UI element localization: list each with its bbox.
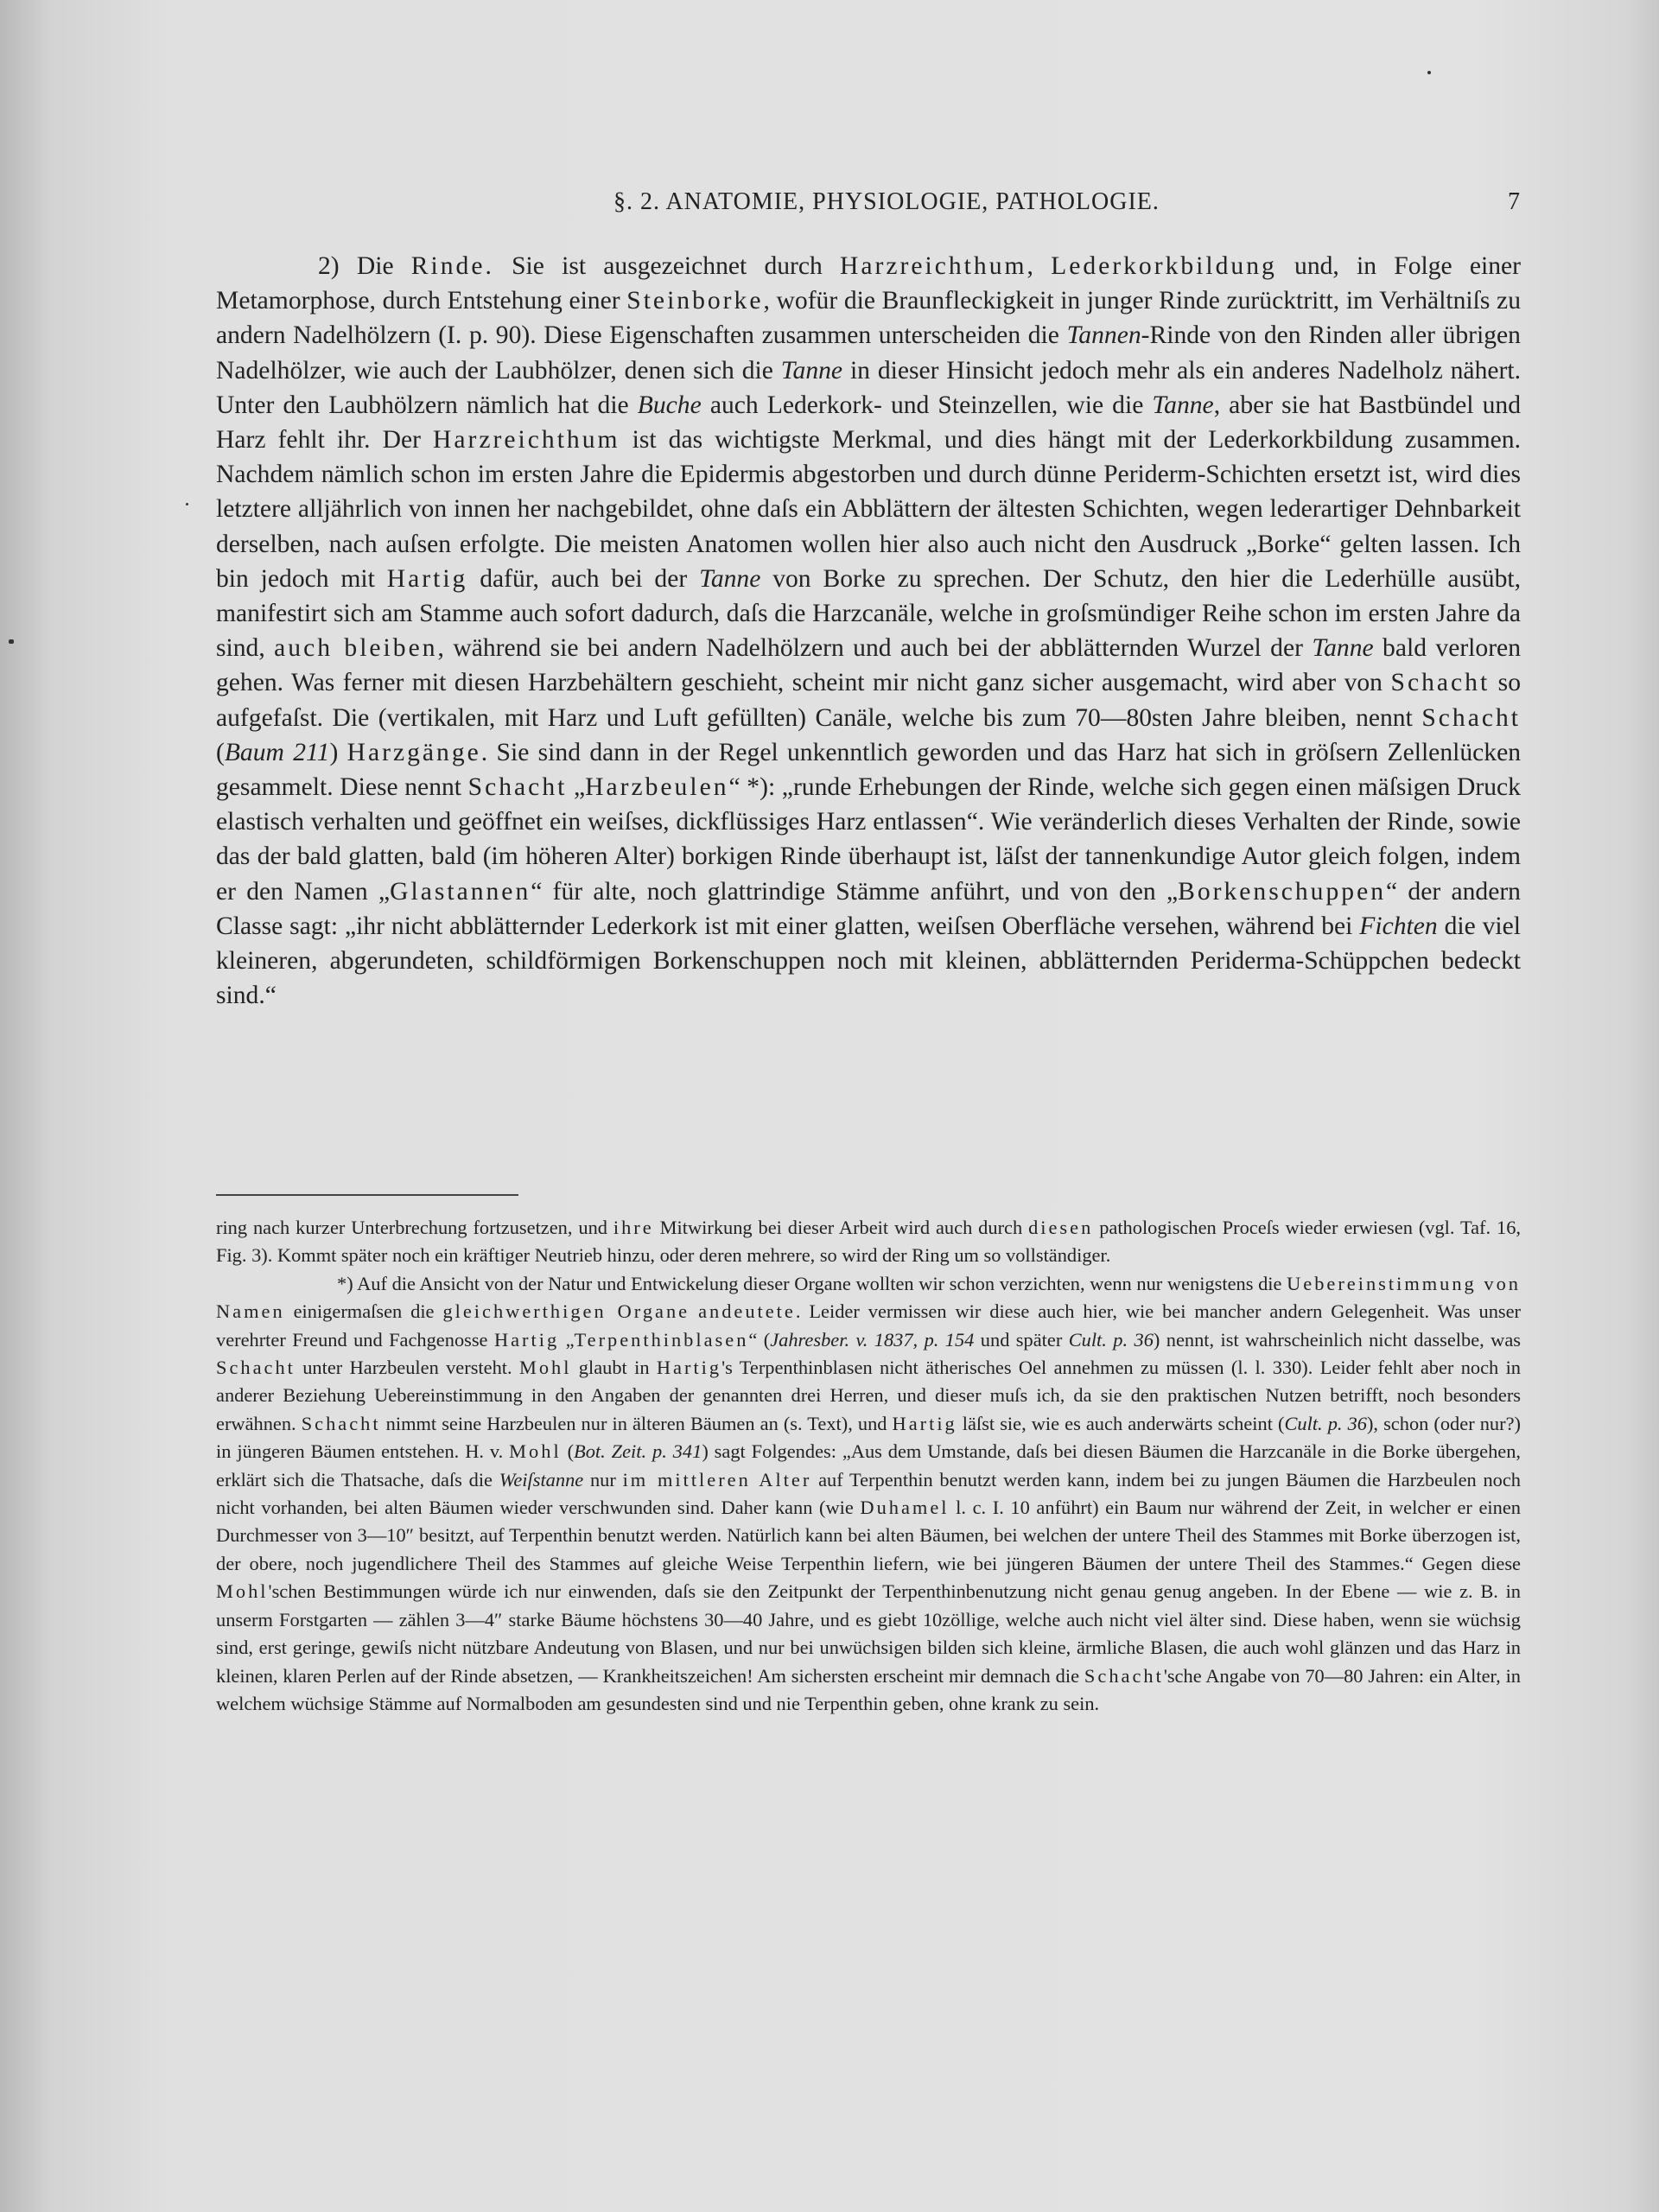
text-run: 'schen Bestimmungen würde ich nur einwenden, daſs sie den Zeitpunkt der Terpenthinbenutzung nicht genau genug angeben. In der Ebene — wie z. B. in unserm Forstgarten — zählen 3—4″ starke Bäume höchstens 30—40 Jahre, und es giebt 10zöllige, welche auch nicht viel älter sind. Diese haben, wenn sie wüchsig sind, erst geringe, gewiſs nicht nützbare Andeutung von Blasen, und nur bei unwüchsigen bilden sich kleine, ärmliche Blasen, die auch wohl glänzen und das Harz in kleinen, klaren Perlen auf der Rinde absetzen, — Krankheitszeichen! Am sichersten erscheint mir demnach die (216, 1580, 1521, 1687)
text-run: , wofür die Braunfleckigkeit in junger Rinde zurücktritt, im Verhältniſs zu andern Nadelhölzern (I. p. 90). Diese Eigenschaften zusammen unterscheiden die (216, 287, 1521, 350)
scan-speck (9, 639, 14, 644)
spaced-term: Harzgänge (346, 738, 481, 766)
text-run: die viel kleineren, abgerundeten, schildförmigen Borkenschuppen noch mit kleinen, abblätternden Periderma-Schüppchen bedeckt sind.“ (216, 912, 1522, 1010)
text-run: “ der andern Classe sagt: „ihr nicht abblätternder Lederkork ist mit einer glatten, weiſsen Oberfläche versehen, während bei (216, 877, 1521, 940)
scan-speck (186, 503, 188, 505)
text-run: ( (216, 738, 225, 766)
spaced-term: Schacht (1390, 669, 1491, 697)
spaced-term: Duhamel (860, 1497, 950, 1519)
text-run: ) (329, 738, 347, 766)
spaced-term: Schacht (301, 1412, 381, 1434)
italic-term: Cult. p. 36 (1068, 1328, 1154, 1351)
italic-term: Weiſstanne (499, 1468, 584, 1491)
text-run: nur (583, 1468, 623, 1491)
text-run: “ für alte, noch glattrindige Stämme anführt, und von den „ (531, 877, 1179, 906)
text-run: -Rinde von den Rinden aller übrigen Nadelhölzer, wie auch der Laubhölzer, denen sich die (216, 321, 1521, 385)
spaced-term: Hartig (493, 1328, 560, 1351)
running-header (216, 188, 1521, 219)
spaced-term: Hartig (386, 564, 468, 593)
text-run: “ *): „runde Erhebungen der Rinde, welche sich gegen einen mäſsigen Druck elastisch verhalten und geöffnet ein weiſses, dickflüssiges Harz entlassen“. Wie veränderlich dieses Verhalten der Rinde, sowie das der bald glatten, bald (im höheren Alter) borkigen Rinde überhaupt ist, läſst der tannenkundige Autor gleich folgen, indem er den Namen „ (216, 773, 1521, 906)
text-run: 2) Die (318, 252, 411, 280)
text-run: ), schon (oder nur?) in jüngeren Bäumen entstehen. H. v. (216, 1412, 1521, 1463)
spaced-term: Schacht (467, 773, 568, 802)
text-run: ) nennt, ist wahrscheinlich nicht dasselbe, was (1153, 1328, 1521, 1351)
spaced-term: Mohl (518, 1357, 572, 1379)
italic-term: Tanne (699, 564, 761, 593)
text-run: Sie ist ausgezeichnet durch (493, 252, 841, 280)
footnote-continued (216, 1214, 1521, 1270)
text-run: bald verloren gehen. Was ferner mit diesen Harzbehältern geschieht, scheint mir nicht ganz sicher ausgemacht, wird aber von (216, 634, 1521, 697)
scan-speck (1427, 71, 1431, 74)
text-run: in dieser Hinsicht jedoch mehr als ein anderes Nadelholz nähert. Unter den Laubhölzern nämlich hat die (216, 356, 1521, 419)
spaced-term: Hartig (892, 1412, 957, 1434)
italic-term: Cult. p. 36 (1284, 1412, 1367, 1434)
spaced-term: Borkenschuppen (1178, 877, 1387, 906)
text-run: . Leider vermissen wir diese auch hier, wie bei mancher andern Gelegenheit. Was unser verehrter Freund und Fachgenosse (216, 1300, 1522, 1351)
text-run (690, 1300, 698, 1322)
text-run: ) sagt Folgendes: „Aus dem Umstande, daſs bei diesen Bäumen die Harzcanäle in die Borke übergehen, erklärt sich die Thatsache, daſs die (216, 1440, 1522, 1491)
page-number: 7 (1508, 188, 1521, 215)
spaced-term: Hartig (656, 1357, 722, 1379)
spaced-term: Steinborke (626, 287, 764, 315)
footnote-star (216, 1270, 1521, 1719)
spaced-term: Schacht (1084, 1664, 1164, 1687)
text-run: , aber sie hat Bastbündel und Harz fehlt ihr. Der (216, 391, 1522, 454)
text-run: pathologischen Proceſs wieder erwiesen (vgl. Taf. 16, Fig. 3). Kommt später noch ein kräftiger Neutrieb hinzu, oder deren mehrere, so wird der Ring um so vollständiger. (216, 1217, 1521, 1267)
spaced-term: Uebereinstimmung von Namen (216, 1272, 1521, 1323)
spaced-term: ihre (613, 1217, 654, 1238)
text-run: glaubt in (571, 1357, 657, 1379)
text-run: ist das wichtigste Merkmal, und dies hängt mit der Lederkorkbildung zusammen. Nachdem nämlich schon im ersten Jahre die Epidermis abgestorben und durch dünne Periderm-Schichten ersetzt ist, wird dies letztere alljährlich von innen her nachgebildet, ohne daſs ein Abblättern der ältesten Schichten, wegen lederartiger Dehnbarkeit derselben, nach auſsen erfolgte. Die meisten Anatomen wollen hier also auch nicht den Ausdruck „Borke“ gelten lassen. Ich bin jedoch mit (216, 426, 1521, 593)
spaced-term: Mohl (216, 1580, 269, 1603)
spaced-term: andeutete (698, 1300, 796, 1323)
text-run: ring nach kurzer Unterbrechung fortzusetzen, und (216, 1217, 613, 1238)
spaced-term: Mohl (509, 1440, 562, 1463)
text-run: und, in Folge einer Metamorphose, durch Entstehung einer (216, 252, 1521, 315)
footnote-rule (216, 1194, 518, 1196)
text-run: 's Terpenthinblasen nicht ätherisches Oel annehmen zu müssen (l. l. 330). Leider fehlt aber noch in anderer Beziehung Uebereinstimmung in den Angaben der genannten drei Herren, und dieser muſs ich, da sie den praktischen Nutzen betrifft, noch besonders erwähnen. (216, 1357, 1521, 1434)
text-run: „ (559, 1328, 575, 1351)
text-run: , während sie bei andern Nadelhölzern und auch bei der abblätternden Wurzel der (437, 634, 1313, 663)
text-run: 'sche Angabe von 70—80 Jahren: ein Alter, in welchem wüchsige Stämme auf Normalboden am gesundesten sind und nie Terpenthin geben, ohne krank zu sein. (216, 1664, 1521, 1714)
spaced-term: Rinde. (410, 252, 494, 280)
spaced-term: Glastannen (390, 877, 531, 906)
text-run: „ (567, 773, 586, 802)
spaced-term: Schacht (1421, 703, 1521, 732)
spaced-term: gleichwerthigen Organe (442, 1300, 690, 1323)
text-run: . Sie sind dann in der Regel unkenntlich geworden und das Harz hat sich in gröſsern Zellenlücken gesammelt. Diese nennt (216, 738, 1521, 802)
text-run: von Borke zu sprechen. Der Schutz, den hier die Lederhülle ausübt, manifestirt sich am Stamme auch sofort dadurch, daſs die Harzcanäle, welche in groſsmündiger Reihe schon im ersten Jahre da sind, (216, 564, 1521, 663)
text-run: und später (974, 1328, 1069, 1351)
spaced-term: Schacht (216, 1357, 296, 1379)
text-run: l. c. I. 10 anführt) ein Baum nur während der Zeit, in welcher er einen Durchmesser von 3—10″ besitzt, auf Terpenthin benutzt werden. Natürlich kann bei alten Bäumen, bei welchen der untere Theil des Stammes mit Borke überzogen ist, der obere, noch jugendlichere Theil des Stammes auf gleiche Weise Terpenthin liefern, wie bei jüngeren Bäumen der untere Theil des Stammes.“ Gegen diese (216, 1497, 1521, 1574)
italic-term: Tanne (780, 356, 843, 385)
spaced-term: Harzreichthum (840, 252, 1027, 280)
spaced-term: auch bleiben (274, 634, 438, 663)
italic-term: Tannen (1066, 321, 1141, 350)
italic-term: Baum 211 (224, 738, 330, 766)
text-run: so aufgefaſst. Die (vertikalen, mit Harz und Luft gefüllten) Canäle, welche bis zum 70—80sten Jahre bleiben, nennt (216, 669, 1521, 732)
italic-term: Tanne (1312, 634, 1374, 663)
text-run: nimmt seine Harzbeulen nur in älteren Bäumen an (s. Text), und (380, 1412, 893, 1434)
text-run: auch Lederkork- und Steinzellen, wie die (701, 391, 1153, 419)
text-run: *) Auf die Ansicht von der Natur und Entwickelung dieser Organe wollten wir schon verzichten, wenn nur wenigstens die (337, 1272, 1287, 1294)
text-run: Mitwirkung bei dieser Arbeit wird auch durch (653, 1217, 1029, 1238)
text-run: ( (561, 1440, 575, 1463)
spaced-term: diesen (1028, 1217, 1094, 1238)
text-run: , (1027, 252, 1052, 280)
text-run: einigermaſsen die (284, 1300, 443, 1323)
italic-term: Fichten (1359, 912, 1438, 940)
spaced-term: Harzreichthum (433, 426, 620, 454)
running-title: §. 2. ANATOMIE, PHYSIOLOGIE, PATHOLOGIE. (613, 188, 1160, 215)
italic-term: Bot. Zeit. p. 341 (574, 1440, 702, 1463)
italic-term: Tanne (1152, 391, 1214, 419)
main-paragraph (216, 249, 1521, 1013)
spaced-term: Harzbeulen (585, 773, 729, 802)
italic-term: Jahresber. v. 1837, p. 154 (770, 1328, 975, 1351)
footnotes (216, 1214, 1521, 1718)
text-run: läſst sie, wie es auch anderwärts scheint ( (957, 1412, 1285, 1434)
text-run: “ ( (748, 1328, 771, 1351)
text-run: auf Terpenthin benutzt werden kann, indem bei zu jungen Bäumen die Harzbeulen noch nicht vorhanden, bei alten Bäumen wieder verschwunden sind. Daher kann (wie (216, 1468, 1521, 1519)
spaced-term: Terpenthinblasen (574, 1328, 749, 1351)
spaced-term: Lederkorkbildung (1051, 252, 1277, 280)
text-run: unter Harzbeulen versteht. (295, 1357, 519, 1379)
text-run: dafür, auch bei der (467, 564, 700, 593)
italic-term: Buche (637, 391, 702, 419)
spaced-term: im mittleren Alter (622, 1468, 812, 1491)
